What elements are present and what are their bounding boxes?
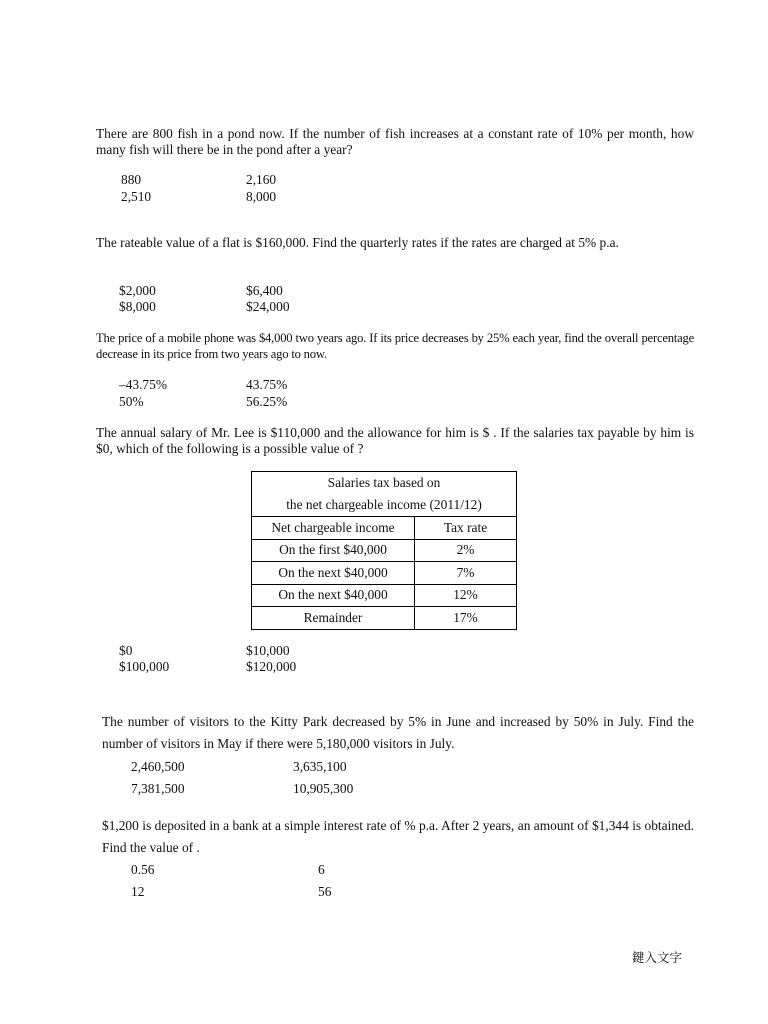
tax-table-title-line-2: the net chargeable income (2011/12): [286, 497, 482, 512]
option: $8,000: [119, 299, 156, 314]
tax-rate: 2%: [415, 539, 517, 562]
option: $24,000: [246, 299, 290, 314]
question-3-text: The price of a mobile phone was $4,000 two years ago. If its price decreases by 25% each year, find the overall percentage decrease in its price from two years ago to now.: [96, 331, 694, 361]
option: 7,381,500: [131, 781, 185, 796]
option: $100,000: [119, 659, 170, 674]
option: 50%: [119, 394, 144, 409]
tax-rate: 12%: [415, 584, 517, 607]
tax-band: On the next $40,000: [252, 584, 415, 607]
option: $6,400: [246, 283, 283, 298]
question-4-text: The annual salary of Mr. Lee is $110,000 and the allowance for him is $ . If the salaries tax payable by him is $0, which of the following is a possible value of ?: [96, 425, 694, 456]
tax-table-header-rate: Tax rate: [415, 517, 517, 540]
option: 2,510: [121, 189, 152, 204]
option: 2,160: [246, 172, 277, 187]
option: 43.75%: [246, 377, 288, 392]
option: $2,000: [119, 283, 156, 298]
option: $10,000: [246, 643, 290, 658]
question-2-text: The rateable value of a flat is $160,000. Find the quarterly rates if the rates are charged at 5% p.a.: [96, 235, 619, 250]
option: 12: [131, 884, 145, 899]
tax-table-title: [252, 472, 517, 517]
option: 56: [318, 884, 332, 899]
question-6-text: $1,200 is deposited in a bank at a simple interest rate of % p.a. After 2 years, an amount of $1,344 is obtained. Find the value of .: [102, 818, 694, 855]
option: 8,000: [246, 189, 277, 204]
tax-rate: 17%: [415, 607, 517, 630]
tax-rate: 7%: [415, 562, 517, 585]
option: –43.75%: [119, 377, 167, 392]
option: $0: [119, 643, 133, 658]
option: 2,460,500: [131, 759, 185, 774]
question-5-text: The number of visitors to the Kitty Park decreased by 5% in June and increased by 50% in July. Find the number of visitors in May if there were 5,180,000 visitors in July.: [102, 714, 694, 751]
option: 0.56: [131, 862, 155, 877]
option: 56.25%: [246, 394, 288, 409]
tax-band: Remainder: [252, 607, 415, 630]
option: 10,905,300: [293, 781, 354, 796]
option: 6: [318, 862, 325, 877]
table-row: [252, 607, 517, 630]
option: 880: [121, 172, 142, 187]
tax-table-header-income: Net chargeable income: [252, 517, 415, 540]
tax-band: On the next $40,000: [252, 562, 415, 585]
question-1-text: There are 800 fish in a pond now. If the number of fish increases at a constant rate of 10% per month, how many fish will there be in the pond after a year?: [96, 126, 694, 157]
salaries-tax-table: [251, 471, 517, 630]
table-row: [252, 539, 517, 562]
tax-band: On the first $40,000: [252, 539, 415, 562]
footer-placeholder-text: 鍵入文字: [632, 950, 683, 965]
table-row: [252, 584, 517, 607]
option: $120,000: [246, 659, 297, 674]
table-row: [252, 562, 517, 585]
option: 3,635,100: [293, 759, 347, 774]
tax-table-title-line-1: Salaries tax based on: [327, 475, 441, 490]
